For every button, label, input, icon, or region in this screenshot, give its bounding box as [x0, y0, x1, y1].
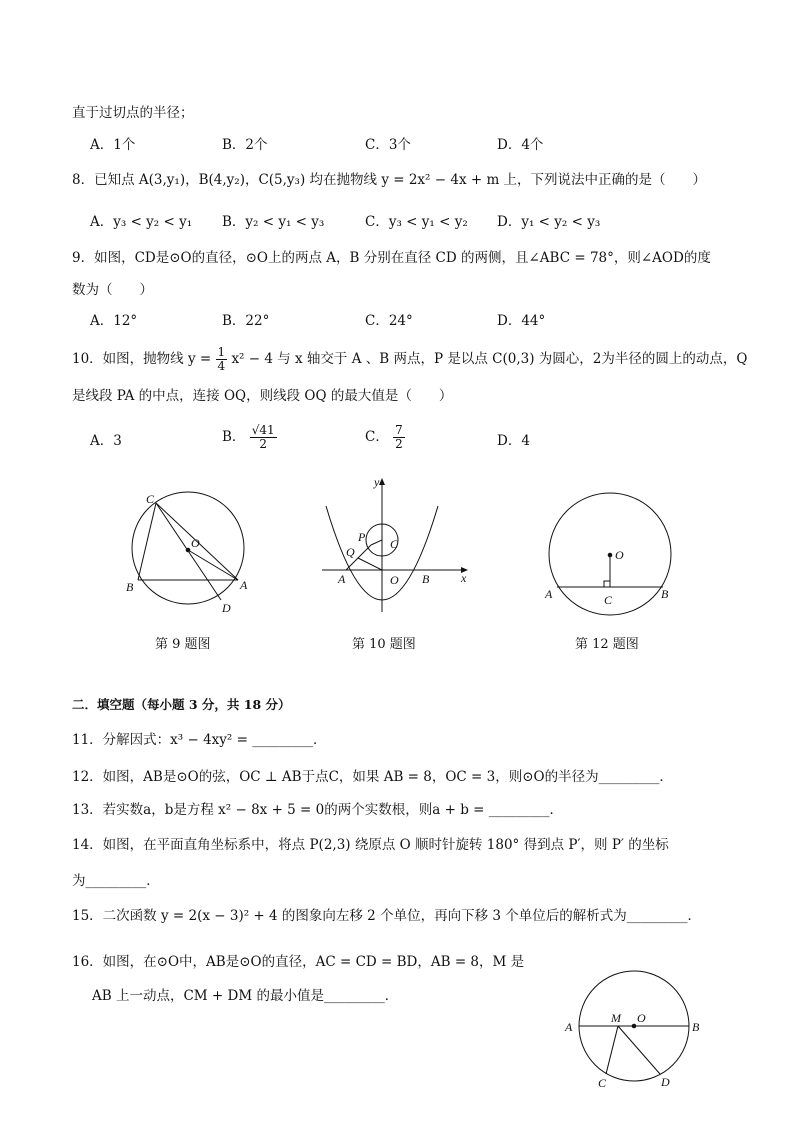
q16-line1: 16．如图，在⊙O中，AB是⊙O的直径，AC = CD = BD，AB = 8，M 是 — [72, 954, 525, 970]
q11: 11．分解因式：x³ − 4xy² = _________． — [72, 732, 327, 748]
q10-stem-post: x² − 4 与 x 轴交于 A 、B 两点，P 是以点 C(0,3) 为圆心，2为半径的圆上的动点，Q — [231, 351, 748, 367]
figure-10 — [318, 476, 478, 616]
q16-line2: AB 上一动点，CM + DM 的最小值是_________． — [92, 988, 399, 1004]
fig10-y-arrow — [379, 478, 385, 485]
fig9-center-dot — [186, 548, 191, 553]
q10-frac-den: 4 — [217, 359, 226, 373]
fig16-center-dot — [632, 1024, 637, 1029]
q10-option-a: A．3 — [90, 433, 122, 449]
q8-stem: 8．已知点 A(3,y₁)，B(4,y₂)，C(5,y₃) 均在抛物线 y = 2x² − 4x + m 上，下列说法中正确的是（ ） — [72, 172, 707, 188]
q8-option-a: A．y₃ < y₂ < y₁ — [90, 214, 193, 230]
fig10-label-a: A — [338, 572, 346, 586]
q7-option-a: A．1个 — [90, 137, 136, 153]
q7-option-d: D．4个 — [497, 137, 544, 153]
fig9-chord-cb — [138, 503, 156, 580]
fig9-label-o: O — [191, 536, 200, 550]
fig16-segment-mc — [606, 1026, 618, 1074]
q10-option-c-num: 7 — [395, 423, 403, 437]
fig12-label-o: O — [615, 548, 624, 562]
fig16-segment-md — [618, 1026, 660, 1074]
q7-option-c: C．3个 — [365, 137, 411, 153]
fig16-label-d: D — [661, 1075, 670, 1089]
q10-fraction — [216, 346, 228, 373]
fig12-center-dot — [608, 553, 613, 558]
fig10-label-y: y — [374, 475, 380, 489]
q12: 12．如图，AB是⊙O的弦，OC ⊥ AB于点C，如果 AB = 8，OC = 3，则⊙O的半径为_________． — [72, 769, 673, 785]
q9-option-a: A．12° — [90, 313, 138, 329]
fig10-caption: 第 10 题图 — [352, 637, 416, 652]
continued-text: 直于过切点的半径； — [72, 105, 194, 121]
fig12-label-a: A — [545, 587, 553, 601]
q10-stem-line1 — [72, 346, 747, 373]
fig9-caption: 第 9 题图 — [155, 637, 211, 652]
q10-option-c-label: C． — [365, 429, 389, 445]
q10-option-c — [365, 424, 405, 451]
fig9-radius-oa — [188, 550, 238, 580]
q9-option-d: D．44° — [497, 313, 546, 329]
q7-option-b: B．2个 — [222, 137, 268, 153]
q10-option-b-label: B． — [222, 429, 246, 445]
q15: 15．二次函数 y = 2(x − 3)² + 4 的图象向左移 2 个单位，再向下移 3 个单位后的解析式为_________． — [72, 908, 701, 924]
q10-stem-line2: 是线段 PA 的中点，连接 OQ，则线段 OQ 的最大值是（ ） — [72, 388, 453, 404]
fig9-label-d: D — [222, 601, 231, 615]
figure-12 — [538, 492, 688, 617]
fig10-label-q: Q — [346, 545, 355, 559]
q9-option-b: B．22° — [222, 313, 270, 329]
fig10-label-c: C — [390, 537, 399, 551]
q10-option-b — [222, 424, 277, 451]
fig16-label-o: O — [637, 1011, 646, 1025]
fig12-label-b: B — [661, 587, 669, 601]
q10-option-c-den: 2 — [395, 437, 403, 451]
q10-option-b-frac — [250, 424, 277, 451]
fig16-label-m: M — [611, 1011, 621, 1025]
q14-line2: 为_________． — [72, 873, 160, 889]
figure-9 — [120, 488, 260, 618]
fig10-segment-oq — [358, 558, 382, 570]
fig9-label-c: C — [146, 492, 155, 506]
q9-stem-line2: 数为（ ） — [72, 282, 153, 298]
fig9-label-b: B — [126, 580, 134, 594]
fig16-label-c: C — [598, 1076, 607, 1090]
q10-frac-num: 1 — [217, 345, 226, 359]
q10-stem-pre: 10．如图，抛物线 y = — [72, 351, 212, 367]
fig10-segment-pc — [371, 540, 382, 545]
fig16-label-b: B — [692, 1020, 700, 1034]
q9-option-c: C．24° — [365, 313, 413, 329]
fig12-caption: 第 12 题图 — [575, 637, 639, 652]
q13: 13．若实数a，b是方程 x² − 8x + 5 = 0的两个实数根，则a + b = _________． — [72, 802, 563, 818]
figure-16 — [560, 968, 710, 1098]
fig10-label-p: P — [358, 530, 366, 544]
q10-option-b-den: 2 — [259, 437, 267, 451]
section2-title: 二．填空题（每小题 3 分，共 18 分） — [72, 697, 291, 712]
fig10-label-o: O — [390, 573, 399, 587]
q14-line1: 14．如图，在平面直角坐标系中，将点 P(2,3) 绕原点 O 顺时针旋转 180° 得到点 P′，则 P′ 的坐标 — [72, 837, 669, 853]
fig10-label-b: B — [422, 572, 430, 586]
fig10-label-x: x — [461, 571, 467, 585]
q10-option-d: D．4 — [497, 433, 530, 449]
q8-option-c: C．y₃ < y₁ < y₂ — [365, 214, 468, 230]
q10-option-c-frac — [393, 424, 405, 451]
fig12-right-angle — [604, 581, 610, 587]
q8-option-b: B．y₂ < y₁ < y₃ — [222, 214, 325, 230]
fig16-label-a: A — [565, 1020, 573, 1034]
q8-option-d: D．y₁ < y₂ < y₃ — [497, 214, 601, 230]
fig9-label-a: A — [240, 578, 248, 592]
q9-stem-line1: 9．如图，CD是⊙O的直径，⊙O上的两点 A，B 分别在直径 CD 的两侧，且∠ABC = 78°，则∠AOD的度 — [72, 250, 711, 266]
fig12-label-c: C — [604, 593, 613, 607]
q10-option-b-num: √41 — [251, 423, 275, 437]
